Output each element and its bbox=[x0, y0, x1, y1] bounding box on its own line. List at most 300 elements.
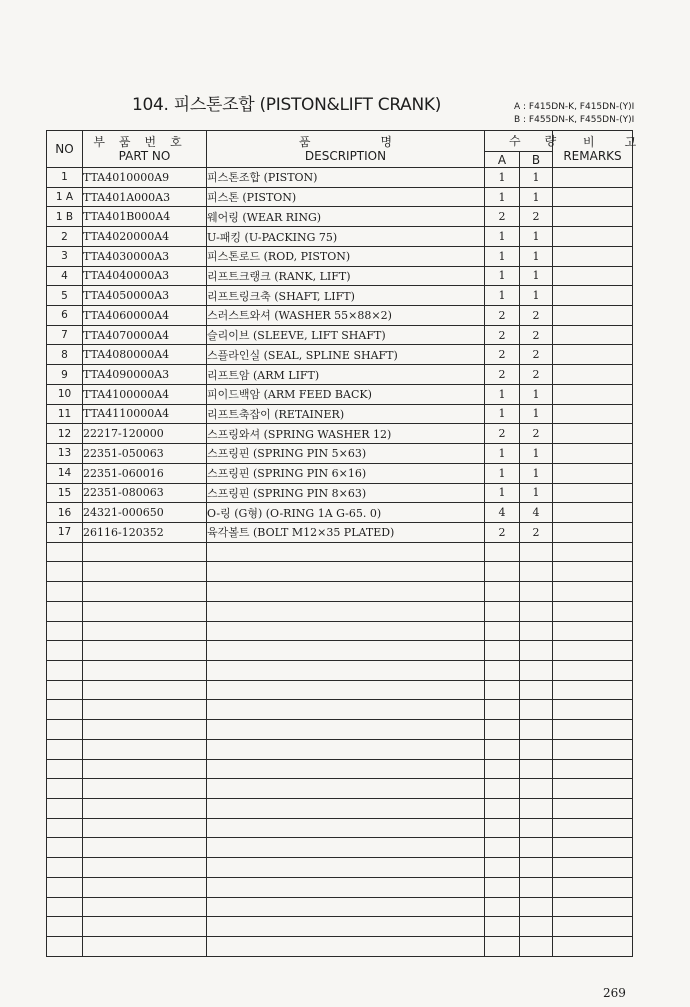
empty-cell bbox=[83, 818, 207, 838]
col-header-desc-en: DESCRIPTION bbox=[304, 148, 387, 163]
cell-qty-a: 2 bbox=[485, 306, 520, 326]
empty-cell bbox=[485, 818, 520, 838]
empty-cell bbox=[47, 641, 83, 661]
cell-part-no: TTA4080000A4 bbox=[83, 345, 207, 365]
empty-cell bbox=[83, 601, 207, 621]
cell-qty-a: 1 bbox=[485, 168, 520, 188]
empty-cell bbox=[83, 917, 207, 937]
empty-cell bbox=[47, 779, 83, 799]
empty-cell bbox=[83, 562, 207, 582]
empty-row bbox=[47, 917, 633, 937]
empty-cell bbox=[520, 720, 553, 740]
cell-no: 1 bbox=[47, 168, 83, 188]
cell-description: 스프링와셔 (SPRING WASHER 12) bbox=[207, 424, 485, 444]
cell-remarks bbox=[553, 522, 633, 542]
empty-row bbox=[47, 739, 633, 759]
cell-description: 리프트암 (ARM LIFT) bbox=[207, 365, 485, 385]
empty-cell bbox=[207, 700, 485, 720]
cell-description: 리프트링크축 (SHAFT, LIFT) bbox=[207, 286, 485, 306]
empty-cell bbox=[520, 937, 553, 957]
cell-remarks bbox=[553, 365, 633, 385]
empty-cell bbox=[83, 799, 207, 819]
table-row bbox=[47, 365, 633, 385]
cell-no: 12 bbox=[47, 424, 83, 444]
empty-cell bbox=[520, 779, 553, 799]
cell-qty-b: 1 bbox=[520, 463, 553, 483]
cell-description: 피스톤조합 (PISTON) bbox=[207, 168, 485, 188]
cell-part-no: TTA401A000A3 bbox=[83, 187, 207, 207]
empty-row bbox=[47, 562, 633, 582]
cell-part-no: TTA4090000A3 bbox=[83, 365, 207, 385]
empty-cell bbox=[485, 680, 520, 700]
col-header-no: NO bbox=[47, 131, 83, 168]
empty-cell bbox=[485, 700, 520, 720]
empty-cell bbox=[207, 779, 485, 799]
cell-description: 스러스트와셔 (WASHER 55×88×2) bbox=[207, 306, 485, 326]
empty-cell bbox=[485, 917, 520, 937]
cell-qty-b: 1 bbox=[520, 168, 553, 188]
empty-cell bbox=[47, 759, 83, 779]
cell-part-no: TTA4070000A4 bbox=[83, 325, 207, 345]
cell-part-no: 22351-060016 bbox=[83, 463, 207, 483]
empty-cell bbox=[485, 621, 520, 641]
empty-cell bbox=[207, 680, 485, 700]
empty-cell bbox=[83, 877, 207, 897]
cell-qty-b: 1 bbox=[520, 444, 553, 464]
cell-description: 피스톤로드 (ROD, PISTON) bbox=[207, 246, 485, 266]
cell-qty-a: 2 bbox=[485, 424, 520, 444]
empty-row bbox=[47, 799, 633, 819]
cell-no: 15 bbox=[47, 483, 83, 503]
empty-cell bbox=[47, 858, 83, 878]
parts-table-body bbox=[47, 168, 633, 957]
empty-cell bbox=[83, 641, 207, 661]
empty-cell bbox=[485, 542, 520, 562]
cell-remarks bbox=[553, 424, 633, 444]
cell-remarks bbox=[553, 463, 633, 483]
table-row bbox=[47, 168, 633, 188]
empty-cell bbox=[485, 759, 520, 779]
cell-description: 육각볼트 (BOLT M12×35 PLATED) bbox=[207, 522, 485, 542]
empty-cell bbox=[485, 858, 520, 878]
empty-row bbox=[47, 818, 633, 838]
empty-cell bbox=[485, 601, 520, 621]
empty-cell bbox=[520, 858, 553, 878]
empty-cell bbox=[207, 917, 485, 937]
col-header-part-kor: 부품번호 bbox=[93, 134, 196, 149]
empty-cell bbox=[207, 858, 485, 878]
col-header-part bbox=[83, 131, 207, 168]
empty-cell bbox=[83, 779, 207, 799]
empty-cell bbox=[553, 542, 633, 562]
cell-no: 13 bbox=[47, 444, 83, 464]
cell-remarks bbox=[553, 227, 633, 247]
model-a-note: A : F415DN-K, F415DN-(Y)I bbox=[514, 102, 635, 112]
empty-cell bbox=[47, 838, 83, 858]
cell-qty-b: 1 bbox=[520, 286, 553, 306]
empty-row bbox=[47, 858, 633, 878]
col-header-qty bbox=[485, 131, 581, 152]
cell-qty-a: 1 bbox=[485, 404, 520, 424]
empty-cell bbox=[83, 838, 207, 858]
cell-remarks bbox=[553, 168, 633, 188]
empty-cell bbox=[207, 660, 485, 680]
cell-remarks bbox=[553, 286, 633, 306]
col-header-remarks-kor: 비고 bbox=[583, 134, 667, 149]
cell-no: 9 bbox=[47, 365, 83, 385]
empty-row bbox=[47, 542, 633, 562]
empty-cell bbox=[520, 838, 553, 858]
cell-description: 슬리이브 (SLEEVE, LIFT SHAFT) bbox=[207, 325, 485, 345]
table-row bbox=[47, 444, 633, 464]
empty-cell bbox=[47, 897, 83, 917]
empty-cell bbox=[47, 700, 83, 720]
cell-qty-b: 1 bbox=[520, 384, 553, 404]
empty-cell bbox=[520, 542, 553, 562]
empty-cell bbox=[520, 739, 553, 759]
empty-cell bbox=[83, 759, 207, 779]
cell-description: 피스톤 (PISTON) bbox=[207, 187, 485, 207]
empty-cell bbox=[207, 601, 485, 621]
empty-cell bbox=[520, 818, 553, 838]
empty-cell bbox=[47, 621, 83, 641]
cell-no: 2 bbox=[47, 227, 83, 247]
empty-cell bbox=[520, 660, 553, 680]
table-row bbox=[47, 503, 633, 523]
cell-description: O-링 (G형) (O-RING 1A G-65. 0) bbox=[207, 503, 485, 523]
empty-cell bbox=[520, 582, 553, 602]
empty-row bbox=[47, 779, 633, 799]
empty-row bbox=[47, 838, 633, 858]
empty-cell bbox=[47, 917, 83, 937]
table-row bbox=[47, 266, 633, 286]
empty-cell bbox=[83, 897, 207, 917]
cell-qty-a: 1 bbox=[485, 483, 520, 503]
empty-row bbox=[47, 660, 633, 680]
empty-cell bbox=[485, 877, 520, 897]
empty-row bbox=[47, 720, 633, 740]
cell-remarks bbox=[553, 444, 633, 464]
col-header-remarks-en: REMARKS bbox=[563, 148, 622, 163]
empty-cell bbox=[207, 838, 485, 858]
empty-cell bbox=[83, 937, 207, 957]
empty-row bbox=[47, 897, 633, 917]
table-row bbox=[47, 404, 633, 424]
cell-qty-a: 1 bbox=[485, 187, 520, 207]
cell-remarks bbox=[553, 345, 633, 365]
empty-cell bbox=[520, 601, 553, 621]
empty-cell bbox=[47, 937, 83, 957]
cell-part-no: TTA4110000A4 bbox=[83, 404, 207, 424]
empty-cell bbox=[520, 680, 553, 700]
empty-cell bbox=[553, 897, 633, 917]
cell-qty-b: 4 bbox=[520, 503, 553, 523]
cell-no: 5 bbox=[47, 286, 83, 306]
empty-cell bbox=[485, 937, 520, 957]
cell-qty-a: 2 bbox=[485, 345, 520, 365]
table-row bbox=[47, 286, 633, 306]
table-row bbox=[47, 522, 633, 542]
cell-no: 1 A bbox=[47, 187, 83, 207]
empty-cell bbox=[207, 562, 485, 582]
cell-qty-b: 2 bbox=[520, 522, 553, 542]
cell-remarks bbox=[553, 187, 633, 207]
empty-cell bbox=[520, 917, 553, 937]
empty-cell bbox=[47, 818, 83, 838]
page-title: 104. 피스톤조합 (PISTON&LIFT CRANK) bbox=[132, 95, 442, 115]
cell-qty-b: 2 bbox=[520, 207, 553, 227]
cell-part-no: 22217-120000 bbox=[83, 424, 207, 444]
cell-qty-a: 1 bbox=[485, 266, 520, 286]
col-header-desc bbox=[207, 131, 485, 168]
table-row bbox=[47, 325, 633, 345]
empty-cell bbox=[83, 858, 207, 878]
cell-description: U-패킹 (U-PACKING 75) bbox=[207, 227, 485, 247]
empty-cell bbox=[485, 641, 520, 661]
empty-cell bbox=[47, 799, 83, 819]
cell-part-no: TTA4020000A4 bbox=[83, 227, 207, 247]
cell-no: 17 bbox=[47, 522, 83, 542]
cell-no: 4 bbox=[47, 266, 83, 286]
cell-qty-b: 2 bbox=[520, 365, 553, 385]
cell-part-no: TTA4040000A3 bbox=[83, 266, 207, 286]
empty-cell bbox=[553, 818, 633, 838]
table-row bbox=[47, 463, 633, 483]
empty-cell bbox=[485, 660, 520, 680]
cell-remarks bbox=[553, 207, 633, 227]
col-header-part-en: PART NO bbox=[118, 148, 171, 163]
empty-cell bbox=[520, 759, 553, 779]
cell-no: 11 bbox=[47, 404, 83, 424]
cell-qty-a: 1 bbox=[485, 384, 520, 404]
cell-description: 스프링핀 (SPRING PIN 8×63) bbox=[207, 483, 485, 503]
cell-description: 리프트축잡이 (RETAINER) bbox=[207, 404, 485, 424]
empty-cell bbox=[207, 739, 485, 759]
cell-remarks bbox=[553, 503, 633, 523]
cell-part-no: 26116-120352 bbox=[83, 522, 207, 542]
empty-cell bbox=[520, 897, 553, 917]
parts-table bbox=[46, 130, 667, 957]
empty-cell bbox=[485, 799, 520, 819]
table-row bbox=[47, 483, 633, 503]
empty-cell bbox=[553, 877, 633, 897]
empty-cell bbox=[553, 641, 633, 661]
cell-qty-b: 2 bbox=[520, 345, 553, 365]
empty-cell bbox=[47, 601, 83, 621]
table-row bbox=[47, 187, 633, 207]
model-b-note: B : F455DN-K, F455DN-(Y)I bbox=[514, 115, 635, 125]
empty-cell bbox=[207, 937, 485, 957]
empty-row bbox=[47, 601, 633, 621]
model-legend bbox=[514, 101, 634, 127]
empty-cell bbox=[553, 759, 633, 779]
cell-qty-a: 1 bbox=[485, 463, 520, 483]
empty-cell bbox=[47, 542, 83, 562]
cell-description: 스프링핀 (SPRING PIN 6×16) bbox=[207, 463, 485, 483]
empty-cell bbox=[553, 582, 633, 602]
empty-cell bbox=[485, 562, 520, 582]
empty-row bbox=[47, 641, 633, 661]
cell-part-no: 22351-050063 bbox=[83, 444, 207, 464]
cell-qty-a: 1 bbox=[485, 227, 520, 247]
cell-qty-b: 1 bbox=[520, 266, 553, 286]
empty-cell bbox=[520, 562, 553, 582]
empty-cell bbox=[47, 582, 83, 602]
empty-cell bbox=[47, 739, 83, 759]
empty-cell bbox=[207, 542, 485, 562]
cell-qty-b: 1 bbox=[520, 246, 553, 266]
cell-qty-a: 2 bbox=[485, 522, 520, 542]
table-row bbox=[47, 345, 633, 365]
empty-cell bbox=[553, 937, 633, 957]
cell-remarks bbox=[553, 483, 633, 503]
page-number: 269 bbox=[603, 986, 626, 1000]
empty-cell bbox=[83, 739, 207, 759]
empty-cell bbox=[520, 877, 553, 897]
empty-cell bbox=[553, 562, 633, 582]
empty-cell bbox=[485, 897, 520, 917]
empty-cell bbox=[207, 720, 485, 740]
cell-no: 14 bbox=[47, 463, 83, 483]
col-header-desc-kor: 품명 bbox=[298, 134, 463, 149]
table-row bbox=[47, 306, 633, 326]
empty-cell bbox=[47, 720, 83, 740]
empty-row bbox=[47, 621, 633, 641]
empty-cell bbox=[485, 739, 520, 759]
empty-row bbox=[47, 937, 633, 957]
empty-cell bbox=[207, 759, 485, 779]
cell-part-no: TTA4050000A3 bbox=[83, 286, 207, 306]
cell-no: 16 bbox=[47, 503, 83, 523]
empty-cell bbox=[207, 582, 485, 602]
cell-no: 10 bbox=[47, 384, 83, 404]
cell-qty-a: 2 bbox=[485, 207, 520, 227]
empty-cell bbox=[485, 720, 520, 740]
empty-cell bbox=[485, 582, 520, 602]
empty-row bbox=[47, 700, 633, 720]
cell-part-no: 22351-080063 bbox=[83, 483, 207, 503]
cell-description: 리프트크랭크 (RANK, LIFT) bbox=[207, 266, 485, 286]
header-row-1 bbox=[47, 131, 633, 152]
empty-cell bbox=[520, 641, 553, 661]
cell-part-no: TTA4060000A4 bbox=[83, 306, 207, 326]
cell-remarks bbox=[553, 384, 633, 404]
cell-qty-a: 1 bbox=[485, 286, 520, 306]
empty-cell bbox=[83, 700, 207, 720]
empty-cell bbox=[553, 739, 633, 759]
cell-qty-b: 2 bbox=[520, 424, 553, 444]
cell-no: 8 bbox=[47, 345, 83, 365]
empty-cell bbox=[207, 621, 485, 641]
cell-description: 피이드백암 (ARM FEED BACK) bbox=[207, 384, 485, 404]
cell-qty-a: 1 bbox=[485, 246, 520, 266]
cell-qty-b: 1 bbox=[520, 227, 553, 247]
table-row bbox=[47, 424, 633, 444]
table-row bbox=[47, 207, 633, 227]
cell-part-no: TTA401B000A4 bbox=[83, 207, 207, 227]
empty-cell bbox=[207, 641, 485, 661]
cell-qty-b: 2 bbox=[520, 306, 553, 326]
empty-cell bbox=[47, 877, 83, 897]
cell-qty-b: 2 bbox=[520, 325, 553, 345]
cell-part-no: TTA4100000A4 bbox=[83, 384, 207, 404]
table-row bbox=[47, 384, 633, 404]
cell-qty-b: 1 bbox=[520, 404, 553, 424]
empty-cell bbox=[207, 897, 485, 917]
cell-part-no: TTA4030000A3 bbox=[83, 246, 207, 266]
cell-remarks bbox=[553, 404, 633, 424]
cell-part-no: TTA4010000A9 bbox=[83, 168, 207, 188]
cell-qty-a: 4 bbox=[485, 503, 520, 523]
col-header-qty-a: A bbox=[485, 152, 520, 168]
cell-qty-b: 1 bbox=[520, 483, 553, 503]
table-row bbox=[47, 246, 633, 266]
empty-cell bbox=[485, 838, 520, 858]
empty-cell bbox=[47, 660, 83, 680]
empty-cell bbox=[553, 838, 633, 858]
empty-row bbox=[47, 582, 633, 602]
empty-row bbox=[47, 877, 633, 897]
empty-cell bbox=[553, 779, 633, 799]
cell-no: 7 bbox=[47, 325, 83, 345]
empty-row bbox=[47, 680, 633, 700]
empty-cell bbox=[553, 917, 633, 937]
cell-no: 6 bbox=[47, 306, 83, 326]
empty-cell bbox=[83, 680, 207, 700]
cell-no: 1 B bbox=[47, 207, 83, 227]
empty-cell bbox=[83, 660, 207, 680]
empty-cell bbox=[83, 582, 207, 602]
empty-cell bbox=[553, 700, 633, 720]
empty-cell bbox=[553, 660, 633, 680]
empty-row bbox=[47, 759, 633, 779]
cell-description: 웨어링 (WEAR RING) bbox=[207, 207, 485, 227]
col-header-qty-kor: 수량 bbox=[509, 133, 581, 148]
empty-cell bbox=[553, 858, 633, 878]
empty-cell bbox=[553, 680, 633, 700]
empty-cell bbox=[47, 680, 83, 700]
empty-cell bbox=[207, 877, 485, 897]
cell-remarks bbox=[553, 266, 633, 286]
empty-cell bbox=[83, 621, 207, 641]
cell-qty-a: 2 bbox=[485, 365, 520, 385]
cell-qty-a: 1 bbox=[485, 444, 520, 464]
empty-cell bbox=[207, 818, 485, 838]
cell-remarks bbox=[553, 306, 633, 326]
col-header-qty-b: B bbox=[520, 152, 553, 168]
empty-cell bbox=[83, 542, 207, 562]
cell-description: 스플라인실 (SEAL, SPLINE SHAFT) bbox=[207, 345, 485, 365]
empty-cell bbox=[553, 601, 633, 621]
empty-cell bbox=[207, 799, 485, 819]
cell-part-no: 24321-000650 bbox=[83, 503, 207, 523]
empty-cell bbox=[553, 799, 633, 819]
table-row bbox=[47, 227, 633, 247]
cell-remarks bbox=[553, 246, 633, 266]
empty-cell bbox=[47, 562, 83, 582]
empty-cell bbox=[520, 621, 553, 641]
empty-cell bbox=[553, 720, 633, 740]
cell-remarks bbox=[553, 325, 633, 345]
empty-cell bbox=[520, 799, 553, 819]
cell-no: 3 bbox=[47, 246, 83, 266]
empty-cell bbox=[83, 720, 207, 740]
cell-qty-b: 1 bbox=[520, 187, 553, 207]
empty-cell bbox=[553, 621, 633, 641]
empty-cell bbox=[485, 779, 520, 799]
cell-qty-a: 2 bbox=[485, 325, 520, 345]
cell-description: 스프링핀 (SPRING PIN 5×63) bbox=[207, 444, 485, 464]
